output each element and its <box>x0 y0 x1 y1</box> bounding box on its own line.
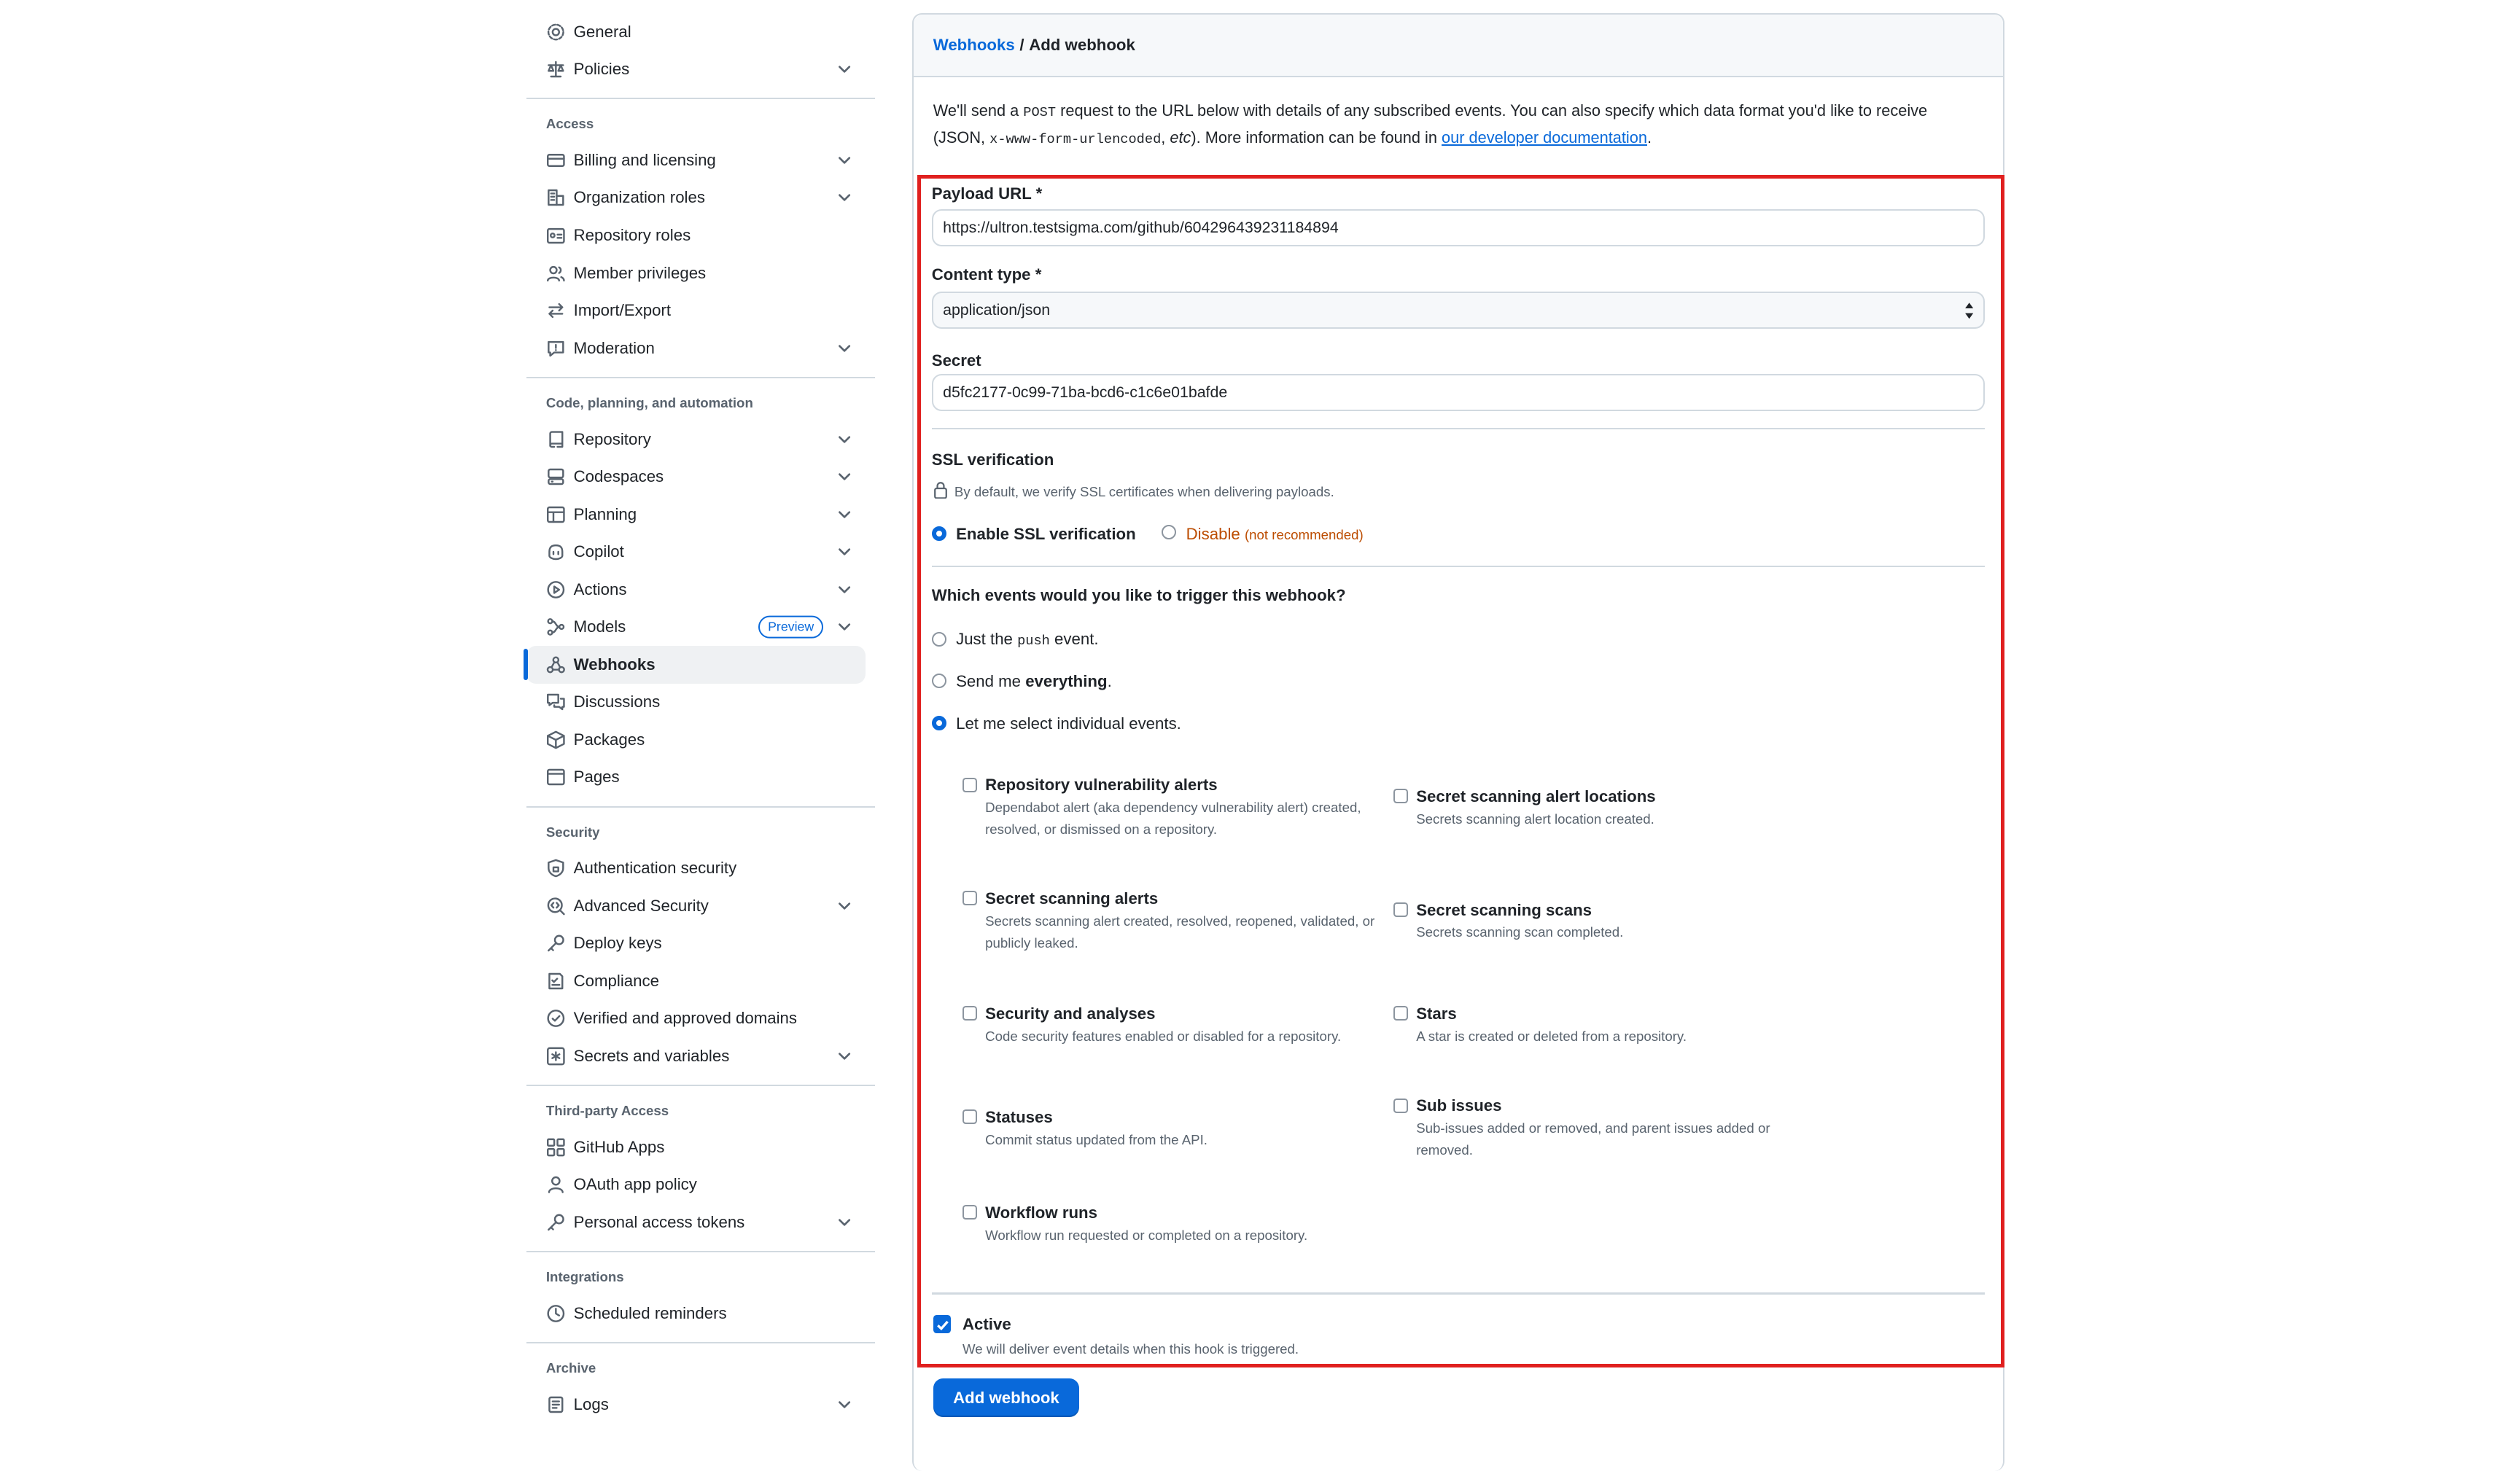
sidebar-item-webhooks[interactable] <box>526 646 865 684</box>
key-icon <box>546 1213 566 1233</box>
sidebar-item-member-privileges[interactable] <box>526 254 875 292</box>
select-updown-icon <box>1964 301 1974 321</box>
sidebar-item-label: Import/Export <box>573 301 671 320</box>
comment-discussion-icon <box>546 692 566 712</box>
shield-lock-icon <box>546 859 566 878</box>
sidebar-divider <box>526 806 875 808</box>
chevron-down-icon <box>836 898 852 914</box>
sidebar-item-label: Models <box>573 617 626 636</box>
highlight-frame <box>917 175 2004 1367</box>
sidebar-item-label: Webhooks <box>573 655 656 674</box>
webhook-icon <box>546 655 566 674</box>
chevron-down-icon <box>836 469 852 485</box>
codespaces-icon <box>546 467 566 487</box>
event-title: Statuses <box>985 1107 1053 1126</box>
sidebar-section-heading: Code, planning, and automation <box>545 394 753 410</box>
models-icon <box>546 617 566 637</box>
sidebar-item-codespaces[interactable] <box>526 458 875 496</box>
sidebar-divider <box>526 1342 875 1343</box>
sidebar-item-packages[interactable] <box>526 721 875 759</box>
event-checkbox[interactable] <box>1393 902 1408 917</box>
event-checkbox[interactable] <box>962 1109 977 1124</box>
sidebar-item-repository[interactable] <box>526 421 875 459</box>
sidebar-item-verified-and-approved-domains[interactable] <box>526 1000 875 1038</box>
ssl-enable-radio[interactable] <box>932 526 946 541</box>
sidebar-item-compliance[interactable] <box>526 962 875 1000</box>
chevron-down-icon <box>836 190 852 206</box>
event-checkbox[interactable] <box>962 891 977 905</box>
intro-text: We'll send a POST request to the URL below with details of any subscribed events. You can also specify which data format you'd like to receive (JSON, x-www-form-urlencoded, etc). More information can be found in our developer documentation. <box>933 101 1928 147</box>
verified-icon <box>546 1009 566 1029</box>
sidebar-item-label: Actions <box>573 580 627 598</box>
event-description: Dependabot alert (aka dependency vulnerability alert) created, resolved, or dismissed on a repository. <box>985 800 1361 838</box>
sidebar-item-label: Repository <box>573 429 651 448</box>
chevron-down-icon <box>836 544 852 560</box>
preview-badge: Preview <box>758 616 823 639</box>
key-icon <box>546 934 566 953</box>
breadcrumb-webhooks-link[interactable]: Webhooks <box>933 35 1015 54</box>
payload-url-label: Payload URL * <box>931 184 1043 203</box>
ssl-description: By default, we verify SSL certificates when delivering payloads. <box>954 484 1334 500</box>
report-icon <box>546 338 566 358</box>
sidebar-item-label: Advanced Security <box>573 896 709 915</box>
sidebar-item-moderation[interactable] <box>526 329 875 367</box>
checklist-icon <box>546 972 566 991</box>
sidebar-item-models[interactable] <box>526 608 875 646</box>
event-checkbox[interactable] <box>962 778 977 792</box>
sidebar-item-secrets-and-variables[interactable] <box>526 1037 875 1075</box>
event-description: Secrets scanning alert location created. <box>1416 811 1654 827</box>
law-icon <box>546 60 566 79</box>
event-checkbox[interactable] <box>962 1205 977 1220</box>
divider <box>932 1292 1985 1294</box>
sidebar-item-label: General <box>573 22 631 41</box>
secret-label: Secret <box>931 351 981 370</box>
repo-icon <box>546 429 566 449</box>
chevron-down-icon <box>836 1397 852 1413</box>
chevron-down-icon <box>836 431 852 447</box>
breadcrumb-separator: / <box>1019 35 1024 54</box>
sidebar-section-heading: Third-party Access <box>545 1103 669 1119</box>
content-type-select[interactable] <box>932 292 1985 329</box>
breadcrumb <box>914 15 2003 77</box>
ssl-title: SSL verification <box>931 450 1054 469</box>
sidebar-divider <box>526 1085 875 1086</box>
individual-events-radio[interactable] <box>932 716 946 730</box>
event-title: Secret scanning alert locations <box>1416 787 1656 805</box>
sidebar-item-deploy-keys[interactable] <box>526 925 875 963</box>
sidebar-item-label: Policies <box>573 60 630 79</box>
event-description: Secrets scanning alert created, resolved, reopened, validated, or publicly leaked. <box>985 913 1375 951</box>
events-question: Which events would you like to trigger this webhook? <box>931 586 1346 605</box>
lock-icon <box>933 481 948 499</box>
people-icon <box>546 263 566 283</box>
sidebar-item-repository-roles[interactable] <box>526 216 875 254</box>
package-icon <box>546 730 566 750</box>
sidebar-item-import-export[interactable] <box>526 292 875 329</box>
clock-icon <box>546 1303 566 1323</box>
event-title: Workflow runs <box>985 1203 1097 1222</box>
event-title: Secret scanning scans <box>1416 900 1592 919</box>
sidebar-item-label: Personal access tokens <box>573 1212 745 1231</box>
event-title: Stars <box>1416 1004 1457 1023</box>
table-icon <box>546 504 566 524</box>
not-recommended-note: (not recommended) <box>1244 526 1364 542</box>
codescan-icon <box>546 896 566 916</box>
sidebar-divider <box>526 98 875 99</box>
sidebar-section-heading: Archive <box>545 1359 596 1376</box>
sidebar-item-label: Compliance <box>573 971 659 990</box>
event-checkbox[interactable] <box>1393 1099 1408 1113</box>
sidebar-divider <box>526 1251 875 1252</box>
active-description: We will deliver event details when this hook is triggered. <box>962 1341 1299 1357</box>
add-webhook-button[interactable]: Add webhook <box>933 1378 1079 1417</box>
id-badge-icon <box>546 226 566 246</box>
event-title: Security and analyses <box>985 1004 1156 1023</box>
sidebar-item-planning[interactable] <box>526 496 875 534</box>
event-checkbox[interactable] <box>1393 789 1408 803</box>
chevron-down-icon <box>836 61 852 77</box>
sidebar-item-advanced-security[interactable] <box>526 887 875 925</box>
sidebar-item-label: Packages <box>573 730 645 749</box>
chevron-down-icon <box>836 1048 852 1064</box>
event-checkbox[interactable] <box>962 1006 977 1021</box>
sidebar-item-label: Authentication security <box>573 859 737 878</box>
sidebar-item-label: Copilot <box>573 542 624 561</box>
organization-icon <box>546 188 566 208</box>
payload-url-input[interactable]: https://ultron.testsigma.com/github/604296439231184894 <box>932 209 1985 246</box>
sidebar-item-label: Planning <box>573 504 637 523</box>
developer-docs-link[interactable]: our developer documentation <box>1442 128 1647 147</box>
event-description: Code security features enabled or disabled for a repository. <box>985 1028 1342 1044</box>
content-type-value: application/json <box>943 301 1051 319</box>
sidebar-item-label: Discussions <box>573 692 661 711</box>
check-icon <box>936 1319 949 1332</box>
sidebar-item-general[interactable] <box>526 13 875 51</box>
sidebar-item-label: Member privileges <box>573 263 707 282</box>
sidebar-divider <box>526 377 875 378</box>
chevron-down-icon <box>836 1214 852 1230</box>
play-icon <box>546 580 566 599</box>
sidebar-item-copilot[interactable] <box>526 533 875 571</box>
divider <box>932 566 1985 567</box>
chevron-down-icon <box>836 619 852 635</box>
chevron-down-icon <box>836 582 852 598</box>
sidebar-item-discussions[interactable] <box>526 684 875 722</box>
sidebar-item-label: Deploy keys <box>573 934 662 953</box>
sidebar-item-pages[interactable] <box>526 759 875 797</box>
gear-icon <box>546 22 566 42</box>
secret-input[interactable]: d5fc2177-0c99-71ba-bcd6-c1c6e01bafde <box>932 374 1985 411</box>
sidebar-item-label: GitHub Apps <box>573 1137 665 1156</box>
sidebar-item-label: Verified and approved domains <box>573 1009 797 1028</box>
sidebar-item-personal-access-tokens[interactable] <box>526 1203 875 1241</box>
push-event-label: Just the push event. <box>956 630 1099 649</box>
sidebar-item-label: Pages <box>573 768 620 787</box>
page-title: Add webhook <box>1029 35 1135 54</box>
sidebar-item-oauth-app-policy[interactable] <box>526 1166 875 1204</box>
sidebar-item-logs[interactable] <box>526 1386 875 1424</box>
event-description: Commit status updated from the API. <box>985 1131 1208 1147</box>
sidebar-item-label: Organization roles <box>573 188 705 207</box>
sidebar-item-label: Codespaces <box>573 467 664 486</box>
sidebar-item-label: Moderation <box>573 338 655 357</box>
event-checkbox[interactable] <box>1393 1006 1408 1021</box>
sidebar-section-heading: Access <box>545 116 594 132</box>
arrow-switch-icon <box>546 301 566 321</box>
everything-label: Send me everything. <box>956 672 1112 691</box>
copilot-icon <box>546 542 566 562</box>
individual-events-label: Let me select individual events. <box>956 714 1181 733</box>
active-label: Active <box>962 1315 1011 1334</box>
sidebar-item-label: Billing and licensing <box>573 150 716 169</box>
ssl-enable-label: Enable SSL verification <box>956 524 1136 543</box>
credit-card-icon <box>546 151 566 171</box>
sidebar-section-heading: Security <box>545 824 600 840</box>
chevron-down-icon <box>836 152 852 168</box>
active-checkbox[interactable] <box>933 1315 951 1333</box>
event-title: Secret scanning alerts <box>985 889 1159 908</box>
sidebar-item-label: OAuth app policy <box>573 1175 697 1194</box>
event-title: Sub issues <box>1416 1096 1502 1115</box>
sidebar-item-github-apps[interactable] <box>526 1128 875 1166</box>
event-description: A star is created or deleted from a repository. <box>1416 1028 1687 1044</box>
sidebar-item-authentication-security[interactable] <box>526 850 875 888</box>
sidebar-item-organization-roles[interactable] <box>526 179 875 217</box>
sidebar-item-label: Secrets and variables <box>573 1047 730 1065</box>
chevron-down-icon <box>836 340 852 356</box>
event-description: Workflow run requested or completed on a repository. <box>985 1227 1308 1243</box>
sidebar-item-label: Scheduled reminders <box>573 1303 727 1322</box>
sidebar-item-policies[interactable] <box>526 50 875 88</box>
sidebar-item-actions[interactable] <box>526 571 875 609</box>
divider <box>932 428 1985 429</box>
log-icon <box>546 1394 566 1414</box>
ssl-disable-label: Disable (not recommended) <box>1186 524 1364 543</box>
event-description: Secrets scanning scan completed. <box>1416 924 1624 940</box>
apps-icon <box>546 1138 566 1158</box>
chevron-down-icon <box>836 506 852 522</box>
sidebar-section-heading: Integrations <box>545 1269 624 1285</box>
settings-sidebar <box>526 13 875 1424</box>
browser-icon <box>546 768 566 787</box>
sidebar-item-billing-and-licensing[interactable] <box>526 141 875 179</box>
sidebar-item-scheduled-reminders[interactable] <box>526 1295 875 1333</box>
event-title: Repository vulnerability alerts <box>985 776 1218 795</box>
content-type-label: Content type * <box>931 265 1042 284</box>
push-event-radio[interactable] <box>932 632 946 647</box>
person-icon <box>546 1175 566 1195</box>
sidebar-item-label: Repository roles <box>573 226 691 245</box>
key-asterisk-icon <box>546 1047 566 1066</box>
event-description: Sub-issues added or removed, and parent issues added or removed. <box>1416 1120 1770 1158</box>
sidebar-item-label: Logs <box>573 1394 609 1413</box>
